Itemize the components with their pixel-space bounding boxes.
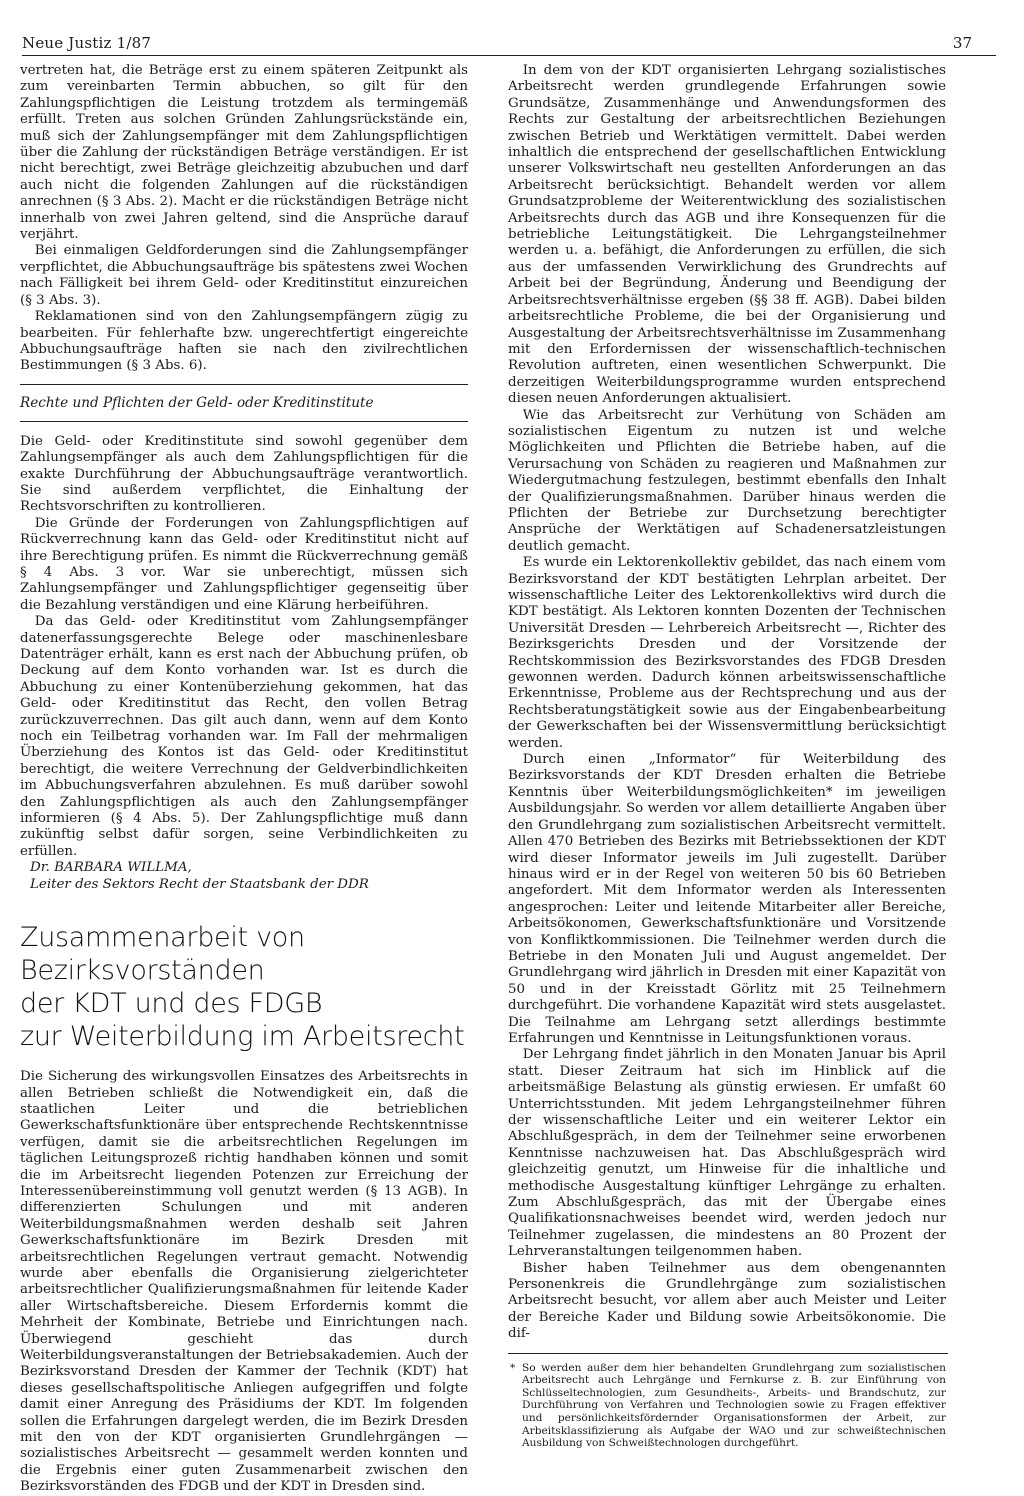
paragraph: vertreten hat, die Beträge erst zu einem späteren Zeitpunkt als zum vereinbarten Termin abbuchen, so gilt für den Zahlungspflichtigen die Leistung trotzdem als termingemäß erfüllt. Treten aus solchen Gründen Zahlungsrückstände ein, muß sich der Zahlungsempfänger mit dem Zahlungspflichtigen über die Zahlung der rückständigen Beträge verständigen. Er ist nicht berechtigt, zwei Beträge gleichzeitig abzubuchen und darf auch nicht die folgenden Zahlungen auf die rückständigen anrechnen (§ 3 Abs. 2). Macht er die rückständigen Beträge nicht innerhalb von zwei Jahren geltend, sind die Ansprüche darauf verjährt.	[20, 63, 468, 243]
section-heading: Rechte und Pflichten der Geld- oder Kreditinstitute	[20, 395, 468, 422]
paragraph: Wie das Arbeitsrecht zur Verhütung von Schäden am sozialistischen Eigentum zu nutzen ist und welche Möglichkeiten und Pflichten die Betriebe haben, auf die Verursachung von Schäden zu reagieren und Maßnahmen zur Wiedergutmachung festzulegen, bestimmt ebenfalls den Inhalt der Qualifizierungsmaßnahmen. Darüber hinaus werden die Pflichten der Betriebe zur Durchsetzung berechtigter Ansprüche der Werktätigen auf Schadenersatzleistungen deutlich gemacht.	[508, 407, 946, 554]
author-signature	[30, 860, 468, 893]
paragraph: Die Gründe der Forderungen von Zahlungspflichtigen auf Rückverrechnung kann das Geld- oder Kreditinstitut nicht auf ihre Berechtigung prüfen. Es nimmt die Rückverrechnung gemäß § 4 Abs. 3 vor. War sie unberechtigt, müssen sich Zahlungsempfänger und Zahlungspflichtiger gegenseitig über die Bezahlung verständigen und eine Klärung herbeiführen.	[20, 515, 468, 613]
page-number: 37	[952, 34, 972, 52]
article-headline	[20, 921, 468, 1053]
headline-line: der KDT und des FDGB	[20, 988, 323, 1020]
paragraph: Der Lehrgang findet jährlich in den Monaten Januar bis April statt. Dieser Zeitraum hat sich im Hinblick auf die arbeitsmäßige Belastung als günstig erwiesen. Er umfaßt 60 Unterrichtsstunden. Mit jedem Lehrgangsteilnehmer führen der wissenschaftliche Leiter und ein weiterer Lektor ein Abschlußgespräch, in dem der Teilnehmer seine erworbenen Kenntnisse nachzuweisen hat. Das Abschlußgespräch wird gleichzeitig genutzt, um Hinweise für die inhaltliche und methodische Ausgestaltung künftiger Lehrgänge zu erhalten. Zum Abschlußgespräch, das mit der Übergabe eines Qualifikationsnachweises beendet wird, werden jedoch nur Teilnehmer zugelassen, die mindestens an 80 Prozent der Lehrveranstaltungen teilgenommen haben.	[508, 1047, 946, 1260]
left-column	[20, 63, 468, 1496]
paragraph: Bisher haben Teilnehmer aus dem obengenannten Personenkreis die Grundlehrgänge zum sozialistischen Arbeitsrecht besucht, vor allem aber auch Meister und Leiter der Bereiche Kader und Bildung sowie Arbeitsökonomie. Die dif-	[508, 1260, 946, 1342]
paragraph: Es wurde ein Lektorenkollektiv gebildet, das nach einem vom Bezirksvorstand der KDT bestätigten Lehrplan arbeitet. Der wissenschaftliche Leiter des Lektorenkollektivs wird durch die KDT bestätigt. Als Lektoren konnten Dozenten der Technischen Universität Dresden — Lehrbereich Arbeitsrecht —, Richter des Bezirksgerichts Dresden und der Vorsitzende der Rechtskommission des Bezirksvorstandes des FDGB Dresden gewonnen werden. Dadurch können arbeitswissenschaftliche Erkenntnisse, Probleme aus der Rechtsprechung und aus der Rechtsberatungstätigkeit sowie aus der Eingabenbearbeitung der Gewerkschaften bei der Wissensvermittlung berücksichtigt werden.	[508, 555, 946, 751]
headline-line: Zusammenarbeit von Bezirksvorständen	[20, 922, 305, 987]
paragraph: In dem von der KDT organisierten Lehrgang sozialistisches Arbeitsrecht werden grundlegende Erfahrungen sowie Grundsätze, Zusammenhänge und Anwendungsformen des Rechts zur Gestaltung der arbeitsrechtlichen Beziehungen zwischen Betrieb und Werktätigen vermittelt. Dabei werden inhaltlich die entsprechend der gesellschaftlichen Entwicklung unserer Volkswirtschaft neu gestellten Anforderungen an das Arbeitsrecht berücksichtigt. Behandelt werden vor allem Grundsatzprobleme der Weiterentwicklung des sozialistischen Arbeitsrechts durch das AGB und ihre Konsequenzen für die betriebliche Leitungstätigkeit. Die Lehrgangsteilnehmer werden u. a. befähigt, die Anforderungen zu erfüllen, die sich aus der umfassenden Verwirklichung des Grundrechts auf Arbeit bei der Begründung, Änderung und Beendigung der Arbeitsrechtsverhältnisse ergeben (§§ 38 ff. AGB). Dabei bilden arbeitsrechtliche Probleme, die bei der Organisierung und Ausgestaltung der Arbeitsrechtsverhältnisse im Zusammenhang mit den Erfordernissen der wissenschaftlich-technischen Revolution auftreten, einen wesentlichen Schwerpunkt. Die derzeitigen Weiterbildungsprogramme wurden entsprechend diesen neuen Anforderungen aktualisiert.	[508, 63, 946, 407]
footnote-mark: *	[510, 1361, 516, 1374]
footnote-rule	[508, 1353, 948, 1354]
paragraph: Durch einen „Informator“ für Weiterbildung des Bezirksvorstands der KDT Dresden erhalten die Betriebe Kenntnis über Weiterbildungsmöglichkeiten* im jeweiligen Ausbildungsjahr. So werden vor allem detaillierte Angaben über den Grundlehrgang zum sozialistischen Arbeitsrecht vermittelt. Allen 470 Betrieben des Bezirks mit Betriebssektionen der KDT wird dieser Informator jeweils im Juli zugestellt. Darüber hinaus wird er in der Regel von weiteren 50 bis 60 Betrieben angefordert. Mit dem Informator werden als Interessenten angesprochen: Leiter und leitende Mitarbeiter aller Bereiche, Arbeitsökonomen, Gewerkschaftsfunktionäre und Vorsitzende von Konfliktkommissionen. Die Teilnehmer werden durch die Betriebe in den Monaten Juli und August angemeldet. Der Grundlehrgang wird jährlich in Dresden mit einer Kapazität von 50 und in der Kreisstadt Görlitz mit 25 Teilnehmern durchgeführt. Die vorhandene Kapazität wird stets ausgelastet. Die Teilnahme am Lehrgang setzt allerdings bestimmte Erfahrungen und Kenntnisse in Leitungsfunktionen voraus.	[508, 752, 946, 1046]
author-role: Leiter des Sektors Recht der Staatsbank der DDR	[30, 876, 369, 892]
paragraph: Die Geld- oder Kreditinstitute sind sowohl gegenüber dem Zahlungsempfänger als auch dem Zahlungspflichtigen für die exakte Durchführung der Abbuchungsaufträge verantwortlich. Sie sind außerdem verpflichtet, die Einhaltung der Rechtsvorschriften zu kontrollieren.	[20, 433, 468, 515]
footnote	[508, 1362, 946, 1450]
running-header	[22, 34, 972, 54]
paragraph: Da das Geld- oder Kreditinstitut vom Zahlungsempfänger datenerfassungsgerechte Belege oder maschinenlesbare Datenträger erhält, kann es erst nach der Abbuchung prüfen, ob Deckung auf dem Konto vorhanden war. Ist es durch die Abbuchung zu einer Kontenüberziehung gekommen, hat das Geld- oder Kreditinstitut das Recht, den vollen Betrag zurückzuverrechnen. Das gilt auch dann, wenn auf dem Konto noch ein Teilbetrag vorhanden war. Im Fall der mehrmaligen Überziehung des Kontos ist das Geld- oder Kreditinstitut berechtigt, die weitere Verrechnung der Geldverbindlichkeiten im Abbuchungsverfahren abzulehnen. Es muß darüber sowohl den Zahlungspflichtigen als auch den Zahlungsempfänger informieren (§ 4 Abs. 5). Der Zahlungspflichtige muß dann zukünftig selbst dafür sorgen, seine Verbindlichkeiten zu erfüllen.	[20, 614, 468, 859]
paragraph: Reklamationen sind von den Zahlungsempfängern zügig zu bearbeiten. Für fehlerhafte bzw. ungerechtfertigt eingereichte Abbuchungsaufträge haften sie nach den zivilrechtlichen Bestimmungen (§ 3 Abs. 6).	[20, 309, 468, 374]
header-rule	[22, 55, 996, 56]
headline-line: zur Weiterbildung im Arbeitsrecht	[20, 1021, 465, 1053]
section-rule	[20, 384, 468, 385]
journal-issue: Neue Justiz 1/87	[22, 34, 152, 52]
footnote-text: So werden außer dem hier behandelten Grundlehrgang zum sozialistischen Arbeitsrecht auch Lehrgänge und Fernkurse z. B. zur Einführung von Schlüsseltechnologien, zum Gesundheits-, Arbeits- und Brandschutz, zur Durchführung von Verfahren und Technologien sowie zu Fragen effektiver und persönlichkeitsfördernder Organisationsformen der Arbeit, zur Arbeitsklassifizierung als Aufgabe der WAO und zur schweißtechnischen Ausbildung von Schweißtechnologen durchgeführt.	[522, 1361, 946, 1450]
paragraph: Die Sicherung des wirkungsvollen Einsatzes des Arbeitsrechts in allen Betrieben schließt die Notwendigkeit ein, daß die staatlichen Leiter und die betrieblichen Gewerkschaftsfunktionäre über entsprechende Rechtskenntnisse verfügen, damit sie die arbeitsrechtlichen Regelungen im täglichen Leitungsprozeß richtig handhaben können und somit die im Arbeitsrecht liegenden Potenzen zur Erreichung der Interessenübereinstimmung voll genutzt werden (§ 13 AGB). In differenzierten Schulungen und mit anderen Weiterbildungsmaßnahmen werden deshalb seit Jahren Gewerkschaftsfunktionäre im Bezirk Dresden mit arbeitsrechtlichen Regelungen vertraut gemacht. Notwendig wurde aber ebenfalls die Organisierung zielgerichteter arbeitsrechtlicher Qualifizierungsmaßnahmen für leitende Kader aller Wirtschaftsbereiche. Diesem Erfordernis kommt die Mehrheit der Kombinate, Betriebe und Einrichtungen nach. Überwiegend geschieht das durch Weiterbildungsveranstaltungen der Betriebsakademien. Auch der Bezirksvorstand Dresden der Kammer der Technik (KDT) hat dieses gesellschaftspolitische Anliegen aufgegriffen und folgte damit einer Anregung des Präsidiums der KDT. Im folgenden sollen die Erfahrungen dargelegt werden, die im Bezirk Dresden mit den von der KDT organisierten Grundlehrgängen — sozialistisches Arbeitsrecht — gesammelt werden konnten und die Ergebnis einer guten Zusammenarbeit zwischen den Bezirksvorständen des FDGB und der KDT in Dresden sind.	[20, 1069, 468, 1495]
right-column	[508, 63, 946, 1450]
paragraph: Bei einmaligen Geldforderungen sind die Zahlungsempfänger verpflichtet, die Abbuchungsaufträge bis spätestens zwei Wochen nach Fälligkeit bei ihrem Geld- oder Kreditinstitut einzureichen (§ 3 Abs. 3).	[20, 243, 468, 308]
author-name: Dr. BARBARA WILLMA,	[30, 860, 192, 876]
